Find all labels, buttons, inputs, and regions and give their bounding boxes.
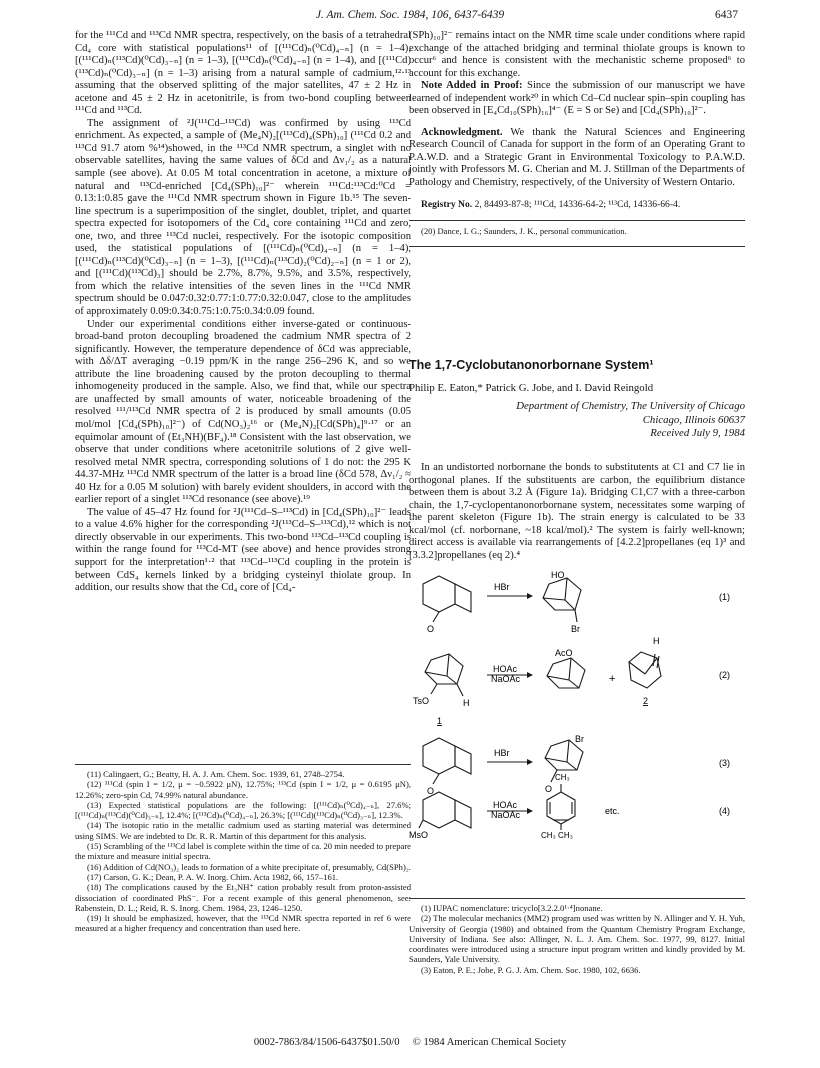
right-column: [409, 30, 745, 247]
eq3-oxygen-1: O: [427, 786, 435, 796]
eq1-hydroxyl: HO: [551, 570, 565, 580]
eq2-plus: +: [609, 673, 616, 685]
paragraph: In an undistorted norbornane the bonds to substitutents at C1 and C7 lie in orthogonal planes. If the substituents are carbon, the equilibrium distance between them is about 3.2 Å (Figure 1a). Bridging C1,C7 with a three-carbon chain, the 1,7-cyclopentanonorbornane system, necessitates some warping of the parent skeleton (Figure 1b). The strain energy is calculated to be 33 kcal/mol (cf. norbornane, ~18 kcal/mol).² The system is fairly well-known; direct access is available via rearrangements of [4.2.2]propellanes (eq 1)³ and [3.3.2]propellanes (eq 2).⁴: [409, 462, 745, 561]
eq4-methyl-top: CH₃: [555, 773, 570, 782]
footnote: (16) Addition of Cd(NO₃)₂ leads to formation of a white precipitate of, presumably, Cd(SPh)₂.: [87, 861, 411, 872]
registry-label: Registry No.: [421, 198, 473, 210]
article-authors: Philip E. Eaton,* Patrick G. Jobe, and I. David Reingold: [409, 382, 654, 394]
eq3-arrowhead: [527, 759, 533, 765]
footnote: (20) Dance, I. G.; Saunders, J. K., personal communication.: [421, 226, 627, 237]
eq3-number: (3): [719, 758, 730, 768]
eq4-etc: etc.: [605, 806, 620, 816]
right-footnotes: [409, 898, 745, 975]
department: Department of Chemistry, The University of Chicago: [516, 400, 745, 412]
ack-text: We thank the Natural Sciences and Engineering Research Council of Canada for support in the form of an Operating Grant to P.A.W.D. and a Strategic Grant in Environmental Toxicology to P.A.W.D. jointly with Professors M. G. Cherian and M. J. Stillman of the Departments of Pathology and Chemistry, respectively, of the University of Western Ontario.: [409, 126, 745, 189]
footnote: (2) The molecular mechanics (MM2) program used was written by N. Allinger and Y. H. Yuh, University of Georgia (1980) and obtained from the Quantum Chemistry Program Exchange, University of Indiana. See also: Allinger, N. L. J. Am. Chem. Soc. 1977, 99, 8127. Initial coordinates were introduced using a structure input program written and kindly provided by M. Saunders, Yale University.: [409, 913, 745, 965]
article-code: 0002-7863/84/1506-6437$01.50/0: [253, 1037, 400, 1048]
page-footer: [0, 1037, 820, 1048]
eq2-alkene-structure: [629, 652, 661, 688]
article-divider: [409, 246, 745, 247]
footnote-divider: [75, 764, 411, 765]
eq1-product-structure: [543, 578, 581, 622]
eq4-mesylate: MsO: [409, 830, 428, 840]
eq4-reagent-top: HOAc: [493, 800, 518, 810]
eq3-bromine: Br: [575, 734, 584, 744]
footnote: (13) Expected statistical populations are the following: [(¹¹¹Cd)ₙ(⁰Cd)₄₋ₙ], 27.6%; [(¹¹¹Cd)ₙ(¹¹³Cd)(⁰Cd)₃₋ₙ], 12.4%; [(¹¹³Cd)ₙ(⁰Cd)₄₋ₙ], 26.3%; [(¹¹¹Cd)(¹¹³Cd)ₙ(⁰Cd)₃₋ₙ], 12.3%.: [75, 799, 411, 821]
paragraph: The value of 45–47 Hz found for ²J(¹¹¹Cd–S–¹¹³Cd) in [Cd₄(SPh)₁₀]²⁻ leads to a value 4.6% higher for the corresponding ²J(¹¹³Cd–S–¹¹³Cd),¹² which is not directly observable in our experiments. This two-bond ¹¹³Cd–¹¹³Cd coupling is within the range found for ¹¹³Cd-MT (see above) and hence provides strong support for the interpretation¹·² that ¹¹³Cd–¹¹³Cd coupling in the protein is between CdS₄ kernels linked by a bridging cysteinyl thiolate group. In addition, our results show that the Cd₄ core of [Cd₄-: [75, 506, 411, 594]
eq1-reactant-structure: [423, 576, 471, 622]
footnote-divider: [409, 220, 745, 221]
eq4-methyl-bottom: CH₃ CH₃: [541, 831, 573, 840]
eq2-tosylate: TsO: [413, 696, 430, 706]
eq3-reagent: HBr: [494, 748, 510, 758]
affiliation: [409, 400, 745, 441]
paragraph: for the ¹¹¹Cd and ¹¹³Cd NMR spectra, respectively, on the basis of a tetrahedral Cd₄ core with statistical populations¹¹ of [(¹¹¹Cd)ₙ(⁰Cd)₄₋ₙ] (n = 1–4), [(¹¹¹Cd)ₙ(¹¹³Cd)(⁰Cd)₃₋ₙ] (n = 1–3), [(¹¹³Cd)ₙ(⁰Cd)₄₋ₙ] (n = 1–4), and [(¹¹¹Cd)(¹¹³Cd)ₙ(⁰Cd)₃₋ₙ] (n = 1–3) arising from a natural sample of cadmium,¹²·¹³ assuming that the observed splitting of the major satellites, 47 ± 2 Hz in acetone and 45 ± 2 Hz in acetonitrile, is from two-bond coupling between ¹¹¹Cd and ¹¹³Cd.: [75, 30, 411, 117]
footnote-divider: [409, 898, 745, 899]
footnote: (12) ¹¹¹Cd (spin I = 1/2, μ = −0.5922 μN), 12.75%; ¹¹³Cd (spin I = 1/2, μ = 0.6195 μN), 12.26%; zero-spin Cd, 74.99% natural abundance.: [75, 779, 411, 800]
footnote: (3) Eaton, P. E.; Jobe, P. G. J. Am. Chem. Soc. 1980, 102, 6636.: [421, 964, 641, 975]
eq3-reactant-structure: [423, 738, 471, 784]
eq1-number: (1): [719, 592, 730, 602]
left-column: [75, 30, 411, 595]
note-added-text: Since the submission of our manuscript we have learned of independent work²⁰ in which Cd–Cd nuclear spin–spin coupling has been observed in [E₄Cd₁₀(SPh)₁₆]⁴⁻ (E = S or Se) and [Cd₄(SPh)₁₀]²⁻.: [409, 80, 745, 117]
eq3-oxygen-2: O: [545, 784, 553, 794]
ack-label: Acknowledgment.: [421, 126, 503, 138]
footnote: (1) IUPAC nomenclature: tricyclo[3.2.2.0¹·⁴]nonane.: [421, 903, 603, 913]
footnote: (15) Scrambling of the ¹¹³Cd label is complete within the time of ca. 20 min needed to prepare the mixture and measure initial spectra.: [75, 841, 411, 862]
paragraph: The assignment of ²J(¹¹¹Cd–¹¹³Cd) was confirmed by using ¹¹³Cd enrichment. As expected, a sample of (Me₄N)₂[(¹¹³Cd)₄(SPh)₁₀] (¹¹¹Cd 0.2 and ¹¹³Cd 91.7 atom %¹⁴)showed, in the ¹¹³Cd NMR spectrum, a singlet with no observable satellites, having the same values of δCd and Δν₁/₂ as a natural sample (see above). At 0.05 M total concentration in acetone, a mixture of natural and ¹¹³Cd-enriched [Cd₄(SPh)₁₀]²⁻ wherein ¹¹¹Cd:¹¹³Cd:⁰Cd = 0.13:1:0.85 gave the ¹¹¹Cd NMR spectrum shown in Figure 1b.¹⁵ The seven-line spectrum is a superimposition of the singlet, doublet, triplet, and quartet spectra expected for isotopomers of the Cd₄ core containing ¹¹¹Cd and zero, one, two, and three ¹¹³Cd nuclei, respectively. For the isotopic composition used, the statistical populations of [(¹¹¹Cd)ₙ(⁰Cd)₄₋ₙ] (n = 1–4), [(¹¹¹Cd)ₙ(¹¹³Cd)(⁰Cd)₃₋ₙ] (n = 1–3), [(¹¹¹Cd)ₙ(¹¹³Cd)₂(⁰Cd)₂₋ₙ] (n = 1 or 2), and [(¹¹¹Cd)(¹¹³Cd)₃] should be 2.7%, 8.7%, 9.5%, and 3.5%, respectively, from which the relative intensities of the seven lines in the ¹¹¹Cd NMR spectrum should be 0.047:0.32:0.77:1:0.77:0.32:0.047, close to the amplitudes of approximately 0.09:0.34:0.75:1:0.75:0.34:0.09 found.: [75, 117, 411, 318]
reaction-scheme: [409, 570, 745, 840]
paragraph: Under our experimental conditions either inverse-gated or continuous-broad-band proton decoupling broadened the cadmium NMR spectra of 2 significantly. However, the temperature dependence of δCd was appreciable, with Δδ/ΔT averaging −0.19 ppm/K in the range 256–296 K, and so we attribute the line broadening caused by the proton decoupling to thermal inhomogeneity produced in the sample. Also, we find that, while our spectra are unaffected by small amounts of water, noticeable broadening of the resolved ¹¹¹/¹¹³Cd NMR spectra of 2 is produced by small amounts (0.05 mol/mol [Cd₄(SPh)₁₀]²⁻) of Cd(NO₃)₂¹⁶ or (Me₄N)₂[Cd(SPh)₄]⁹·¹⁷ or an equimolar amount of (Et₃NH)(BF₄).¹⁸ Consistent with the last observation, we observe that under conditions where acetonitrile solutions of 2 give well-resolved metal NMR spectra, corresponding solutions of 1 do not: the 295 K 44.37-MHz ¹¹³Cd NMR spectrum of the latter is a broad line (δCd 578, Δν₁/₂ ≈ 40 Hz for a 0.05 M solution) with barely evident shoulders, in accord with the earlier report of a singlet ¹¹³Cd resonance (see above).¹⁹: [75, 318, 411, 506]
city: Chicago, Illinois 60637: [642, 413, 745, 426]
eq2-arrowhead: [527, 672, 533, 678]
eq1-oxygen: O: [427, 624, 435, 634]
eq2-compound-1: 1: [437, 716, 443, 726]
eq1-reagent: HBr: [494, 582, 510, 592]
eq1-arrowhead: [527, 593, 533, 599]
paragraph: (SPh)₁₀]²⁻ remains intact on the NMR time scale under conditions where rapid exchange of the attached bridging and terminal thiolate groups is known to occur⁶ and hence is consistent with the mechanistic scheme proposed⁶ to account for this exchange.: [409, 30, 745, 79]
eq4-reactant-structure: [419, 792, 471, 828]
eq1-bromine: Br: [571, 624, 580, 634]
eq2-compound-2: 2: [643, 696, 649, 706]
note-added-label: Note Added in Proof:: [421, 80, 523, 92]
footnote: (11) Calingaert, G.; Beatty, H. A. J. Am. Chem. Soc. 1939, 61, 2748–2754.: [87, 769, 345, 779]
eq2-acetoxy: AcO: [555, 648, 573, 658]
article-body: [409, 462, 745, 562]
eq2-product-structure: [547, 658, 585, 688]
eq2-reactant-structure: [425, 654, 463, 696]
footnote: (17) Carson, G. K.; Dean, P. A. W. Inorg. Chim. Acta 1982, 66, 157–161.: [87, 871, 339, 882]
registry-paragraph: [409, 199, 745, 212]
page-number: 6437: [715, 9, 738, 21]
copyright: © 1984 American Chemical Society: [412, 1037, 567, 1048]
eq4-number: (4): [719, 806, 730, 816]
eq2-hydrogen-2: H: [653, 636, 660, 646]
registry-text: 2, 84493-87-8; ¹¹¹Cd, 14336-64-2; ¹¹³Cd, 14336-66-4.: [474, 198, 681, 210]
article-title: The 1,7-Cyclobutanonorbornane System¹: [409, 358, 654, 372]
note-added-paragraph: [409, 80, 745, 118]
running-header: J. Am. Chem. Soc. 1984, 106, 6437-6439: [315, 9, 505, 21]
eq4-arrowhead: [527, 808, 533, 814]
footnote: (18) The complications caused by the Et₃NH⁺ cation probably result from proton-assisted dissociation of coordinated PhS⁻. For a recent example of this general phenomenon, see: Rabenstein, D. L.; Reid, R. S. Inorg. Chem. 1984, 23, 1246–1250.: [75, 882, 411, 913]
eq2-hydrogen: H: [463, 698, 470, 708]
eq2-reagent-top: HOAc: [493, 664, 518, 674]
acknowledgment-paragraph: [409, 127, 745, 190]
left-footnotes: [75, 764, 411, 934]
eq4-reagent-bottom: NaOAc: [491, 810, 521, 820]
received-date: Received July 9, 1984: [650, 427, 745, 439]
eq2-number: (2): [719, 670, 730, 680]
footnote: (14) The isotopic ratio in the metallic cadmium used as starting material was determined using SIMS. We are indebted to Dr. R. R. Martin of this department for this analysis.: [75, 820, 411, 841]
eq2-reagent-bottom: NaOAc: [491, 674, 521, 684]
footnote: (19) It should be emphasized, however, that the ¹¹³Cd NMR spectra reported in ref 6 were measured at a higher frequency and concentration than used here.: [75, 913, 411, 934]
